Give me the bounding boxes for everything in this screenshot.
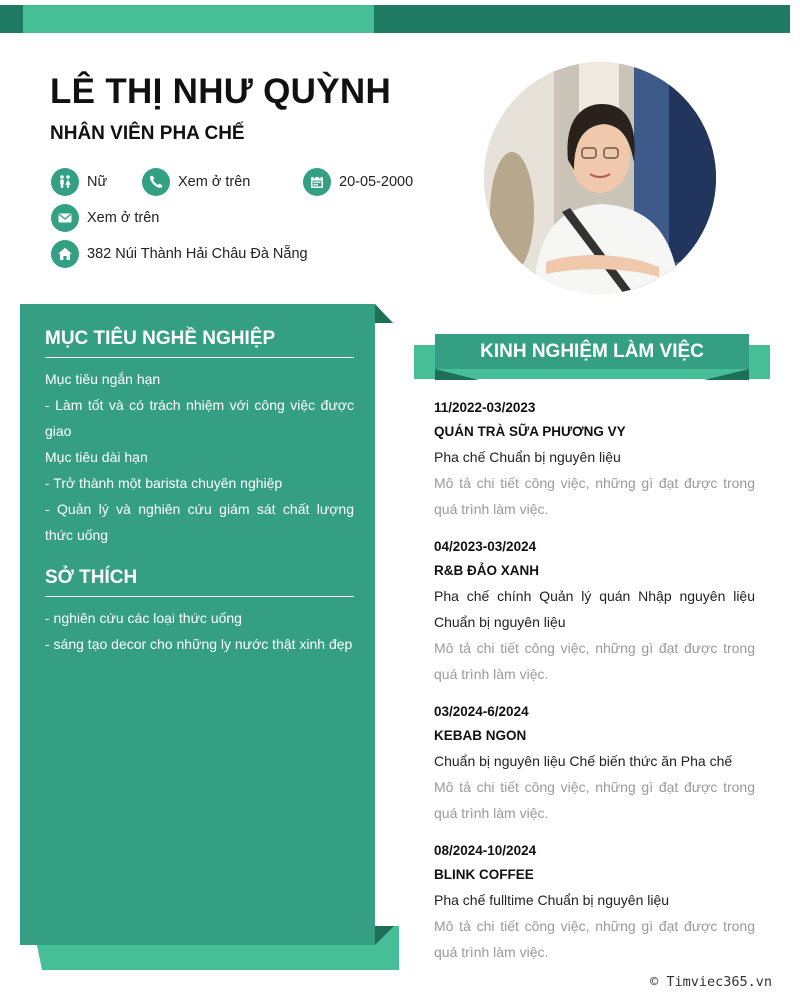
experience-company: QUÁN TRÀ SỮA PHƯƠNG VY [434, 424, 626, 439]
career-goal-title: MỤC TIÊU NGHỀ NGHIỆP [45, 328, 354, 358]
experience-role: Pha chế chính Quản lý quán Nhập nguyên liệu Chuẩn bị nguyên liệu [434, 588, 755, 630]
experience-description: Mô tả chi tiết công việc, những gì đạt được trong quá trình làm việc. [434, 640, 755, 682]
experience-description: Mô tả chi tiết công việc, những gì đạt được trong quá trình làm việc. [434, 918, 755, 960]
career-goal-content [45, 366, 354, 548]
career-goal-line: - Làm tốt và có trách nhiệm với công việc được giao [45, 397, 354, 439]
contact-email [51, 204, 159, 232]
gender-value: Nữ [87, 174, 108, 190]
candidate-name: LÊ THỊ NHƯ QUỲNH [50, 72, 392, 111]
experience-period: 03/2024-6/2024 [434, 704, 529, 719]
gender-icon [51, 168, 79, 196]
home-icon [51, 240, 79, 268]
hobby-line: - sáng tạo decor cho những ly nước thật xinh đẹp [45, 636, 353, 652]
experience-role: Pha chế Chuẩn bị nguyên liệu [434, 449, 621, 465]
career-goal-line: Mục tiêu dài hạn [45, 449, 148, 465]
contact-phone [142, 168, 250, 196]
experience-description: Mô tả chi tiết công việc, những gì đạt được trong quá trình làm việc. [434, 779, 755, 821]
experience-company: R&B ĐẢO XANH [434, 563, 540, 578]
top-bar-accent [23, 5, 374, 33]
contact-gender [51, 168, 107, 196]
career-goal-line: - Trở thành một barista chuyên nghiệp [45, 475, 283, 491]
contact-address [51, 240, 308, 268]
profile-photo [484, 62, 716, 294]
address-value: 382 Núi Thành Hải Châu Đà Nẵng [87, 246, 308, 262]
experience-period: 08/2024-10/2024 [434, 843, 537, 858]
experience-item [434, 839, 755, 965]
career-goal-line: Mục tiêu ngắn hạn [45, 371, 161, 387]
experience-company: BLINK COFFEE [434, 867, 534, 882]
experience-title: KINH NGHIỆM LÀM VIỆC [435, 334, 749, 369]
experience-role: Chuẩn bị nguyên liệu Chế biến thức ăn Pha chế [434, 753, 733, 769]
left-panel-fold-top [375, 304, 393, 323]
hobbies-content [45, 605, 354, 657]
experience-period: 11/2022-03/2023 [434, 400, 536, 415]
experience-role: Pha chế fulltime Chuẩn bị nguyên liệu [434, 892, 670, 908]
experience-item [434, 700, 755, 826]
email-value: Xem ở trên [87, 210, 160, 226]
experience-description: Mô tả chi tiết công việc, những gì đạt được trong quá trình làm việc. [434, 475, 755, 517]
calendar-icon [303, 168, 331, 196]
career-goal-line: - Quản lý và nghiên cứu giám sát chất lượng thức uống [45, 501, 354, 543]
phone-icon [142, 168, 170, 196]
birthday-value: 20-05-2000 [339, 174, 414, 190]
contact-birthday [303, 168, 413, 196]
hobby-line: - nghiên cứu các loại thức uống [45, 610, 242, 626]
mail-icon [51, 204, 79, 232]
phone-value: Xem ở trên [178, 174, 251, 190]
job-title: NHÂN VIÊN PHA CHẾ [50, 123, 245, 144]
footer-copyright: © Timviec365.vn [650, 974, 772, 990]
experience-item [434, 535, 755, 687]
hobbies-title: SỞ THÍCH [45, 567, 354, 597]
experience-period: 04/2023-03/2024 [434, 539, 537, 554]
experience-company: KEBAB NGON [434, 728, 527, 743]
experience-item [434, 396, 755, 522]
